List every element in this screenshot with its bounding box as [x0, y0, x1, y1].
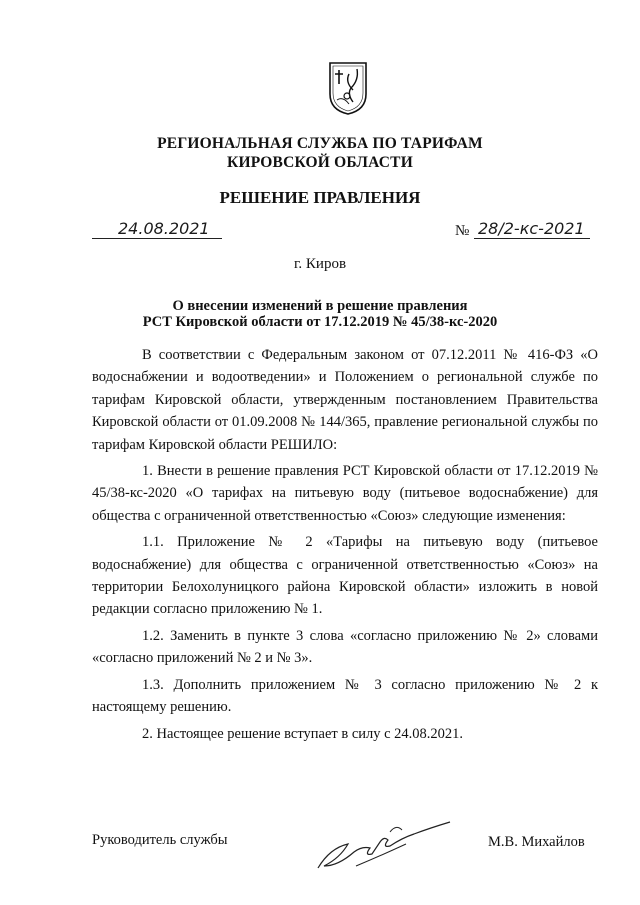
- subject-line1: О внесении изменений в решение правления: [172, 298, 468, 314]
- signatory-position: Руководитель службы: [92, 832, 228, 848]
- number-label: №: [455, 223, 470, 239]
- document-number: 28/2-кс-2021: [478, 219, 585, 238]
- item-1-3-paragraph: 1.3. Дополнить приложением № 3 согласно приложению № 2 к настоящему решению.: [92, 676, 598, 716]
- coat-of-arms-icon: [327, 60, 369, 116]
- document-date: 24.08.2021: [118, 219, 210, 238]
- document-type: РЕШЕНИЕ ПРАВЛЕНИЯ: [219, 188, 421, 207]
- item-1-paragraph: 1. Внести в решение правления РСТ Кировской области от 17.12.2019 № 45/38-кс-2020 «О тарифах на питьевую воду (питьевое водоснабжение) для общества с ограниченной ответственностью «Союз» следующие изменения:: [92, 463, 598, 524]
- city: г. Киров: [293, 256, 347, 272]
- item-1-1-paragraph: 1.1. Приложение № 2 «Тарифы на питьевую воду (питьевое водоснабжение) для общества с ограниченной ответственностью «Союз» на территории Белохолуницкого района Кировской области» изложить в новой редакции согласно приложению № 1.: [92, 534, 598, 618]
- document-body: [92, 344, 598, 745]
- organization-name-line1: РЕГИОНАЛЬНАЯ СЛУЖБА ПО ТАРИФАМ: [157, 135, 483, 152]
- organization-name-line2: КИРОВСКОЙ ОБЛАСТИ: [227, 154, 413, 171]
- item-2-paragraph: 2. Настоящее решение вступает в силу с 24.08.2021.: [142, 725, 464, 742]
- subject-line2: РСТ Кировской области от 17.12.2019 № 45/38-кс-2020: [142, 314, 498, 330]
- preamble-paragraph: В соответствии с Федеральным законом от 07.12.2011 № 416-ФЗ «О водоснабжении и водоотведении» и Положением о региональной службе по тарифам Кировской области, утвержденным постановлением Правительства Кировской области от 01.09.2008 № 144/365, правление региональной службы по тарифам Кировской области РЕШИЛО:: [92, 347, 598, 453]
- signatory-name: М.В. Михайлов: [488, 834, 585, 850]
- handwritten-signature: [310, 808, 470, 883]
- item-1-2-paragraph: 1.2. Заменить в пункте 3 слова «согласно приложению № 2» словами «согласно приложений № 2 и № 3».: [92, 627, 598, 667]
